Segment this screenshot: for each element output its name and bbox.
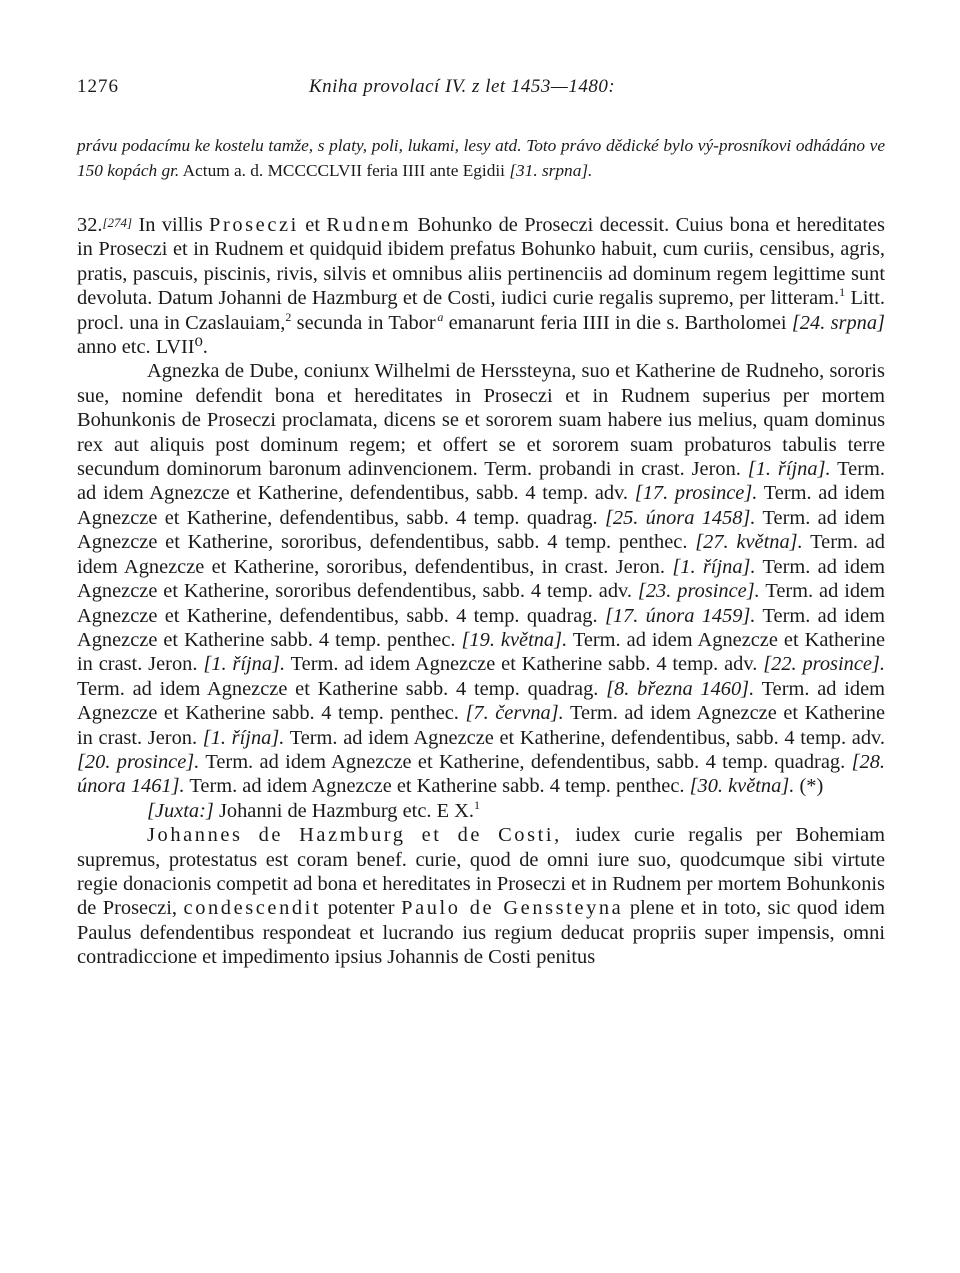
date-note: [1. října]. — [202, 726, 285, 749]
date-note: [17. prosince]. — [634, 482, 758, 505]
date-note: [1. října]. — [672, 555, 756, 578]
text-span: secunda in Tabor — [296, 311, 436, 334]
folio-ref: [274] — [102, 215, 133, 230]
czech-summary: právu podacímu ke kostelu tamže, s platy, poli, lukami, lesy atd. Toto právo dědické bylo vý-prosníkovi odhádáno ve 150 kopách gr. — [77, 136, 885, 180]
date-note: [17. února 1459]. — [604, 604, 756, 627]
running-head — [77, 70, 885, 106]
text-span: et — [305, 214, 320, 236]
text-span: Term. ad idem Agnezcze et Katherine sabb. 4 temp. penthec. — [189, 775, 685, 798]
entry-number: 32. — [77, 214, 103, 236]
entry-32 — [77, 211, 885, 970]
text-span: emanarunt feria IIII in die s. Bartholomei — [448, 311, 787, 334]
text-span: Bohunko de Proseczi decessit. Cuius bona et hereditates in Proseczi et in Rudnem et quidquid ibidem prefatus Bohunko habuit, cum curiis, censibus, agris, pratis, pascuis, piscinis, rivis, silvis et omnibus aliis pertinenciis ad dominum regem legittime sunt devoluta. Datum Johanni de Hazmburg et de Costi, iudici curie regalis supremo, per litteram. — [77, 214, 885, 310]
text-span: Term. ad idem Agnezcze et Katherine, sororibus, defendentibus, sabb. 4 temp. penthec. — [77, 506, 885, 554]
text-span: plene et in toto, sic quod idem Paulus defendentibus respondeat et lucrando ius regium deducat propriis super impensis, omni contradiccione et impedimento ipsius Johannis de Costi penitus — [77, 897, 885, 969]
text-span: iudex curie regalis per Bohemiam supremus, protestatus est coram benef. curie, quod de omni iure suo, quodcumque sibi virtute regie donacionis competit ad bona et hereditates in Proseczi et in Rudnem per mortem Bohunkonis de Proseczi, — [77, 824, 885, 920]
entry-paragraph-proclamation — [77, 211, 885, 359]
text-span: Term. ad idem Agnezcze et Katherine, sororibus, defendentibus, in crast. Jeron. — [77, 531, 885, 578]
entry-paragraph-defense — [77, 359, 885, 798]
text-span: Term. ad idem Agnezcze et Katherine, sororibus defendentibus, sabb. 4 temp. adv. — [77, 555, 886, 603]
text-span: Term. ad idem Agnezcze et Katherine, defendentibus, sabb. 4 temp. adv. — [77, 458, 885, 505]
latin-dating: Actum a. d. MCCCCLVII feria IIII ante Egidii — [182, 160, 505, 180]
text-span: Term. ad idem Agnezcze et Katherine sabb. 4 temp. quadrag. — [77, 677, 599, 700]
text-span: Term. ad idem Agnezcze et Katherine sabb. 4 temp. penthec. — [77, 604, 885, 651]
footnote-ref: 1 — [839, 285, 846, 300]
place-name: Rudnem — [326, 214, 412, 236]
entry-paragraph-cession — [77, 823, 885, 969]
date-note: [20. prosince]. — [77, 750, 200, 773]
text-span: Litt. procl. una in Czaslauiam, — [77, 287, 885, 334]
person-name: Paulo de Genssteyna — [401, 897, 624, 920]
date-note: [31. srpna]. — [509, 160, 593, 180]
date-note: [7. června]. — [465, 702, 564, 725]
text-span: potenter — [327, 897, 395, 920]
date-note: [28. února 1461]. — [77, 750, 885, 798]
footnote-ref: 2 — [285, 309, 292, 324]
text-span: In villis — [138, 214, 203, 236]
date-note: [19. května]. — [461, 628, 568, 651]
text-span: Johanni de Hazmburg etc. E X. — [218, 799, 474, 822]
text-span: Agnezka de Dube, coniunx Wilhelmi de Herssteyna, suo et Katherine de Rudneho, sororis sue, nomine defendit bona et hereditates in Proseczi et in Rudnem superius per mortem Bohunkonis de Proseczi proclamata, dicens se et sororem suam habere ius melius, quam dominus rex aut aliquis post dominum regem; et offert se et sororem suam probaturos tabulis terre secundum dominorum baronum adinvencionem. Term. probandi in crast. Jeron. — [77, 360, 885, 481]
date-note: [30. května]. — [689, 775, 795, 798]
page-number: 1276 — [77, 76, 119, 97]
text-span: anno etc. LVII⁰. — [77, 336, 208, 359]
spaced-verb: condescendit — [183, 897, 322, 920]
text-span: Term. ad idem Agnezcze et Katherine sabb. 4 temp. penthec. — [77, 677, 885, 725]
text-span: Term. ad idem Agnezcze et Katherine in crast. Jeron. — [77, 628, 885, 676]
preceding-entry-tail — [77, 134, 885, 183]
asterisk-note: (*) — [799, 775, 824, 798]
date-note: [23. prosince]. — [637, 580, 760, 603]
text-span: Term. ad idem Agnezcze et Katherine, defendentibus, sabb. 4 temp. quadrag. — [77, 580, 885, 627]
running-title: Kniha provolací IV. z let 1453—1480: — [309, 76, 616, 97]
text-span: Term. ad idem Agnezcze et Katherine, defendentibus, sabb. 4 temp. quadrag. — [205, 750, 846, 773]
date-note: [22. prosince]. — [763, 653, 885, 676]
footnote-ref: 1 — [473, 797, 480, 812]
date-note: [24. srpna] — [791, 311, 885, 334]
person-name: Johannes de Hazmburg et de Costi, — [147, 824, 562, 847]
text-span: Term. ad idem Agnezcze et Katherine sabb. 4 temp. adv. — [290, 653, 758, 676]
text-span: Term. ad idem Agnezcze et Katherine, defendentibus, sabb. 4 temp. adv. — [289, 726, 885, 749]
place-name: Proseczi — [209, 214, 299, 236]
date-note: [8. března 1460]. — [606, 677, 755, 700]
date-note: [1. října]. — [203, 653, 286, 676]
text-span: Term. ad idem Agnezcze et Katherine, defendentibus, sabb. 4 temp. quadrag. — [77, 482, 886, 529]
date-note: [1. října]. — [747, 458, 831, 481]
text-span: Term. ad idem Agnezcze et Katherine in crast. Jeron. — [77, 702, 885, 749]
date-note: [27. května]. — [695, 531, 803, 554]
footnote-ref: a — [437, 309, 444, 324]
date-note: [25. února 1458]. — [604, 506, 756, 529]
juxta-label: [Juxta:] — [147, 799, 214, 822]
book-page — [77, 70, 885, 970]
entry-paragraph-juxta — [77, 799, 885, 823]
